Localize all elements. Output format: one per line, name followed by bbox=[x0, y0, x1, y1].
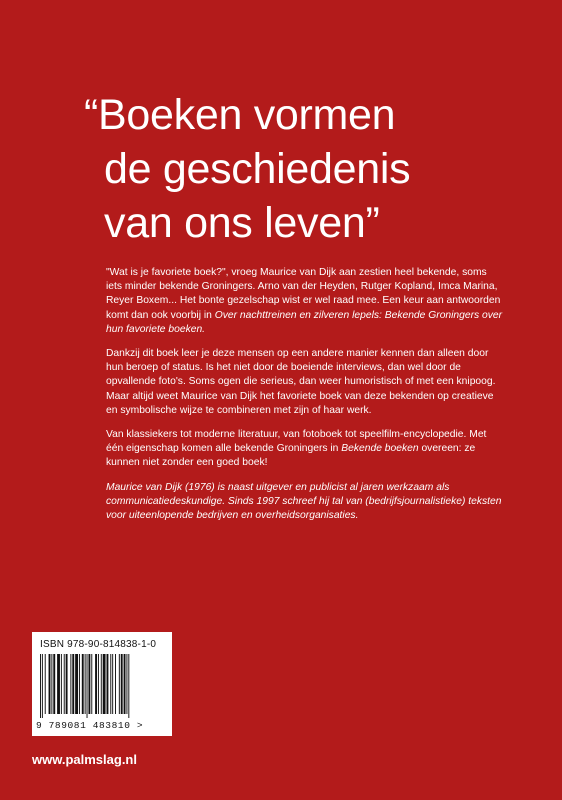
book-title: Over nachttreinen en zilveren lepels: Bekende Groningers over hun favoriete boeken. bbox=[106, 309, 503, 335]
quote-line-2: de geschiedenis bbox=[104, 145, 411, 193]
barcode-bar bbox=[88, 654, 90, 714]
barcode-bar bbox=[101, 654, 102, 714]
barcode-bar bbox=[121, 654, 123, 714]
blurb-paragraph-2: Dankzij dit boek leer je deze mensen op een andere manier kennen dan alleen door hun beroep of status. Is het niet door de boeiende interviews, dan wel door de opvallende foto's. Soms ogen die serieus, dan weer humoristisch of met een knipoog. Maar altijd weet Maurice van Dijk het favoriete boek van deze bekenden op creatieve en symbolische wijze te combineren met zijn of haar werk. bbox=[106, 348, 496, 416]
barcode-bar bbox=[112, 654, 113, 714]
barcode-bar bbox=[107, 654, 109, 714]
barcode-bar bbox=[75, 654, 78, 714]
barcode-bar bbox=[66, 654, 68, 714]
barcode-bar bbox=[49, 654, 51, 714]
barcode-bar bbox=[79, 654, 80, 714]
publisher-website[interactable]: www.palmslag.nl bbox=[32, 752, 137, 767]
blurb-paragraph-1 bbox=[106, 266, 504, 337]
barcode-bar bbox=[85, 654, 86, 714]
barcode-bar bbox=[82, 654, 84, 714]
blurb-p3-end: overeen: ze kunnen niet zonder een goed boek! bbox=[106, 443, 476, 469]
barcode-bar bbox=[51, 654, 52, 714]
barcode-bar bbox=[103, 654, 106, 714]
barcode-bar bbox=[57, 654, 60, 714]
barcode-bar bbox=[91, 654, 92, 714]
barcode-bar bbox=[70, 654, 71, 714]
barcode-bar bbox=[95, 654, 97, 714]
barcode-bar bbox=[124, 654, 126, 714]
barcode-bar bbox=[87, 654, 88, 718]
barcode-bar bbox=[72, 654, 74, 714]
barcode-bars bbox=[40, 654, 164, 718]
blurb-paragraph-3 bbox=[106, 428, 504, 471]
blurb-p3-start: Van klassiekers tot moderne literatuur, van fotoboek tot speelfilm-encyclopedie. Met één eigenschap komen alle bekende Groningers in bbox=[106, 429, 487, 455]
book-title-short: Bekende boeken bbox=[341, 443, 419, 455]
barcode-bar bbox=[61, 654, 62, 714]
barcode-digits: 9 789081 483810 > bbox=[36, 720, 144, 731]
quote-line-1: “Boeken vormen bbox=[84, 91, 396, 139]
barcode-bar bbox=[126, 654, 127, 714]
barcode-bar bbox=[64, 654, 65, 714]
barcode-bar bbox=[119, 654, 120, 714]
barcode-bar bbox=[42, 654, 43, 718]
barcode-bar bbox=[110, 654, 111, 714]
isbn-barcode bbox=[32, 632, 172, 736]
author-bio: Maurice van Dijk (1976) is naast uitgever en publicist al jaren werkzaam als communicatiedeskundige. Sinds 1997 schreef hij tal van (bedrijfsjournalistieke) teksten voor uiteenlopende bedrijven en overheidsorganisaties. bbox=[106, 481, 502, 522]
headline-quote bbox=[84, 88, 544, 250]
barcode-bar bbox=[53, 654, 55, 714]
barcode-bar bbox=[128, 654, 129, 718]
barcode-bar bbox=[45, 654, 46, 714]
quote-line-3: van ons leven” bbox=[104, 199, 380, 247]
blurb-text bbox=[106, 266, 504, 533]
blurb-p1-text: "Wat is je favoriete boek?", vroeg Maurice van Dijk aan zestien heel bekende, soms iets minder bekende Groningers. Arno van der Heyden, Rutger Kopland, Imca Marina, Reyer Boxem... Het bonte gezelschap wist er wel raad mee. Een keur aan antwoorden komt dan ook voorbij in bbox=[106, 267, 501, 321]
barcode-bar bbox=[115, 654, 116, 714]
isbn-label: ISBN 978-90-814838-1-0 bbox=[40, 639, 157, 650]
barcode-bar bbox=[40, 654, 41, 718]
barcode-bar bbox=[98, 654, 99, 714]
